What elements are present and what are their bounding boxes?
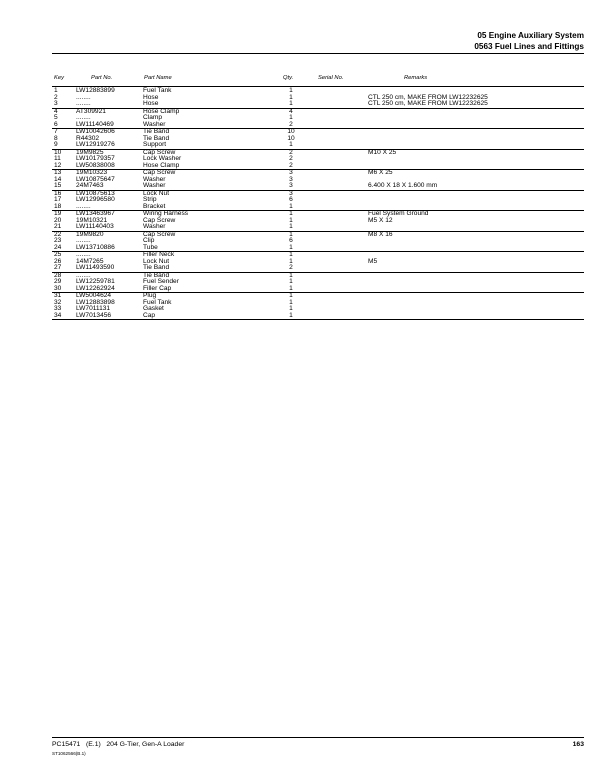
- row-part-number: 19M9820: [76, 230, 104, 238]
- row-part-number: LW12883898: [76, 298, 115, 306]
- row-part-name: Cap: [143, 311, 156, 319]
- row-remarks: CTL 250 cm, MAKE FROM LW12232625: [368, 93, 488, 101]
- row-part-name: Cap Screw: [143, 148, 176, 156]
- row-quantity: 3: [289, 169, 293, 176]
- row-part-name: Cap Screw: [143, 230, 176, 238]
- row-key: 18: [54, 202, 62, 210]
- row-part-number: LW10042606: [76, 128, 115, 135]
- row-quantity: 1: [289, 210, 293, 217]
- row-key: 26: [54, 257, 62, 265]
- row-key: 1: [54, 87, 58, 94]
- row-quantity: 3: [289, 175, 293, 183]
- row-quantity: 2: [289, 155, 293, 162]
- row-key: 13: [54, 169, 62, 176]
- table-row: [52, 142, 584, 150]
- row-part-number: LW11140403: [76, 223, 114, 230]
- row-part-number: LW50838008: [76, 161, 115, 169]
- row-part-name: Bracket: [143, 202, 166, 210]
- row-key: 9: [54, 141, 58, 148]
- row-part-number: LW12919276: [76, 141, 115, 148]
- table-row: [52, 204, 584, 212]
- row-quantity: 1: [289, 114, 293, 121]
- row-quantity: 1: [289, 243, 293, 251]
- row-part-number: 24M7463: [76, 182, 104, 189]
- row-quantity: 1: [289, 284, 293, 292]
- row-quantity: 2: [289, 161, 293, 169]
- section-title: 05 Engine Auxiliary System: [477, 31, 584, 40]
- row-part-number: LW10875613: [76, 189, 115, 197]
- row-key: 24: [54, 243, 62, 251]
- row-quantity: 1: [289, 305, 293, 312]
- column-header-serial-no: Serial No.: [318, 75, 344, 81]
- row-remarks: CTL 250 cm, MAKE FROM LW12232625: [368, 100, 488, 107]
- row-key: 16: [54, 189, 62, 197]
- row-part-name: Hose: [143, 100, 159, 107]
- row-quantity: 3: [289, 189, 293, 197]
- row-part-number: 19M9825: [76, 148, 104, 156]
- row-quantity: 1: [289, 257, 293, 265]
- row-key: 30: [54, 284, 62, 292]
- row-key: 4: [54, 107, 58, 115]
- row-part-name: Tie Band: [143, 271, 170, 279]
- row-remarks: M8 X 16: [368, 230, 393, 238]
- row-key: 14: [54, 175, 62, 183]
- row-part-number: LW12262924: [76, 284, 115, 292]
- row-key: 2: [54, 93, 58, 101]
- row-key: 28: [54, 271, 62, 279]
- row-quantity: 6: [289, 237, 293, 244]
- row-part-number: LW11493590: [76, 264, 115, 271]
- row-key: 6: [54, 120, 58, 128]
- row-key: 25: [54, 251, 62, 258]
- row-key: 31: [54, 292, 62, 299]
- row-part-number: LW5004624: [76, 292, 112, 299]
- table-row: [52, 163, 584, 171]
- row-part-name: Fuel Tank: [143, 298, 172, 306]
- row-remarks: Fuel System Ground: [368, 210, 429, 217]
- row-remarks: M5: [368, 257, 378, 265]
- row-quantity: 1: [289, 202, 293, 210]
- row-part-name: Hose Clamp: [143, 161, 180, 169]
- subsection-title: 0563 Fuel Lines and Fittings: [474, 42, 584, 51]
- row-key: 23: [54, 237, 62, 244]
- row-remarks: M10 X 25: [368, 148, 397, 156]
- row-quantity: 2: [289, 148, 293, 156]
- row-quantity: 6: [289, 196, 293, 203]
- column-header-qty: Qty.: [283, 75, 294, 81]
- row-part-number: 19M10323: [76, 169, 108, 176]
- row-key: 33: [54, 305, 62, 312]
- column-header-key: Key: [54, 75, 64, 81]
- row-part-number: ........: [76, 271, 91, 279]
- row-part-name: Tie Band: [143, 264, 170, 271]
- row-part-name: Hose Clamp: [143, 107, 180, 115]
- row-key: 11: [54, 155, 61, 162]
- row-key: 12: [54, 161, 62, 169]
- row-quantity: 1: [289, 230, 293, 238]
- row-quantity: 1: [289, 251, 293, 258]
- row-part-number: 19M10321: [76, 216, 108, 224]
- row-part-name: Clamp: [143, 114, 163, 121]
- row-key: 3: [54, 100, 58, 107]
- row-key: 27: [54, 264, 62, 271]
- row-key: 20: [54, 216, 62, 224]
- row-part-number: 14M7265: [76, 257, 104, 265]
- row-key: 32: [54, 298, 62, 306]
- row-part-number: LW12996580: [76, 196, 115, 203]
- column-header-part-no: Part No.: [91, 75, 113, 81]
- column-header-remarks: Remarks: [404, 75, 428, 81]
- table-row: [52, 122, 584, 130]
- row-part-name: Filler Cap: [143, 284, 172, 292]
- row-part-number: ........: [76, 114, 91, 121]
- row-part-name: Hose: [143, 93, 159, 101]
- row-remarks: 6.400 X 18 X 1.600 mm: [368, 182, 438, 189]
- row-quantity: 1: [289, 292, 293, 299]
- row-key: 34: [54, 311, 62, 319]
- row-part-name: Gasket: [143, 305, 164, 312]
- table-row: [52, 286, 584, 294]
- row-quantity: 1: [289, 311, 293, 319]
- table-row: [52, 183, 584, 191]
- row-part-name: Lock Nut: [143, 189, 170, 197]
- table-row: [52, 101, 584, 109]
- row-part-name: Cap Screw: [143, 169, 176, 176]
- table-row: [52, 224, 584, 232]
- footer-rule: [52, 737, 584, 738]
- row-part-name: Cap Screw: [143, 216, 176, 224]
- row-part-name: Strip: [143, 196, 157, 203]
- row-part-number: ........: [76, 100, 91, 107]
- row-part-name: Washer: [143, 175, 166, 183]
- row-quantity: 1: [289, 93, 293, 101]
- row-part-name: Fuel Sender: [143, 278, 179, 285]
- row-part-number: LW7013456: [76, 311, 112, 319]
- row-key: 8: [54, 134, 58, 142]
- row-part-name: Clip: [143, 237, 155, 244]
- row-quantity: 2: [289, 120, 293, 128]
- row-part-name: Support: [143, 141, 167, 148]
- row-part-number: LW7011131: [76, 305, 111, 312]
- row-key: 21: [54, 223, 62, 230]
- row-part-number: ........: [76, 251, 91, 258]
- row-part-number: LW10179357: [76, 155, 115, 162]
- table-row: [52, 265, 584, 273]
- row-key: 5: [54, 114, 58, 121]
- table-header-rule: [52, 86, 584, 87]
- row-part-name: Tie Band: [143, 128, 170, 135]
- row-quantity: 1: [289, 141, 293, 148]
- row-part-name: Tube: [143, 243, 158, 251]
- row-key: 17: [54, 196, 62, 203]
- row-part-name: Washer: [143, 223, 166, 230]
- column-header-part-name: Part Name: [144, 75, 172, 81]
- parts-table: [52, 88, 584, 320]
- row-quantity: 2: [289, 264, 293, 271]
- row-key: 7: [54, 128, 58, 135]
- row-quantity: 10: [287, 134, 295, 142]
- row-quantity: 4: [289, 107, 293, 115]
- row-key: 29: [54, 278, 62, 285]
- row-key: 22: [54, 230, 62, 238]
- row-part-number: ........: [76, 202, 91, 210]
- row-part-name: Wiring Harness: [143, 210, 189, 217]
- row-quantity: 1: [289, 216, 293, 224]
- row-part-number: R44302: [76, 134, 100, 142]
- row-part-number: LW12259781: [76, 278, 115, 285]
- table-row: [52, 245, 584, 253]
- row-part-name: Fuel Tank: [143, 87, 172, 94]
- row-part-number: LW11140469: [76, 120, 114, 128]
- row-quantity: 1: [289, 271, 293, 279]
- row-remarks: M5 X 12: [368, 216, 393, 224]
- row-part-number: AT309921: [76, 107, 106, 115]
- row-quantity: 1: [289, 298, 293, 306]
- row-part-name: Filler Neck: [143, 251, 175, 258]
- row-quantity: 1: [289, 278, 293, 285]
- row-part-name: Plug: [143, 292, 157, 299]
- row-part-number: LW10875647: [76, 175, 115, 183]
- row-part-number: ........: [76, 93, 91, 101]
- row-part-name: Lock Nut: [143, 257, 170, 265]
- row-quantity: 10: [287, 128, 295, 135]
- header-rule: [52, 53, 584, 54]
- row-part-number: LW13463967: [76, 210, 115, 217]
- row-part-name: Washer: [143, 120, 166, 128]
- row-key: 15: [54, 182, 62, 189]
- row-quantity: 1: [289, 100, 293, 107]
- row-key: 10: [54, 148, 62, 156]
- row-part-name: Tie Band: [143, 134, 170, 142]
- footer-document-info: PC15471 (E.1) 204 G-Tier, Gen-A Loader: [52, 741, 185, 748]
- row-key: 19: [54, 210, 62, 217]
- row-part-name: Lock Washer: [143, 155, 182, 162]
- row-quantity: 1: [289, 87, 293, 94]
- table-row: [52, 313, 584, 321]
- page-number: 163: [572, 741, 584, 748]
- row-remarks: M6 X 25: [368, 169, 393, 176]
- row-quantity: 3: [289, 182, 293, 189]
- row-part-number: LW13710886: [76, 243, 115, 251]
- row-part-number: ........: [76, 237, 91, 244]
- row-part-name: Washer: [143, 182, 166, 189]
- row-part-number: LW12883899: [76, 87, 115, 94]
- row-quantity: 1: [289, 223, 293, 230]
- footer-document-code: ST1062566(B.1): [52, 751, 86, 756]
